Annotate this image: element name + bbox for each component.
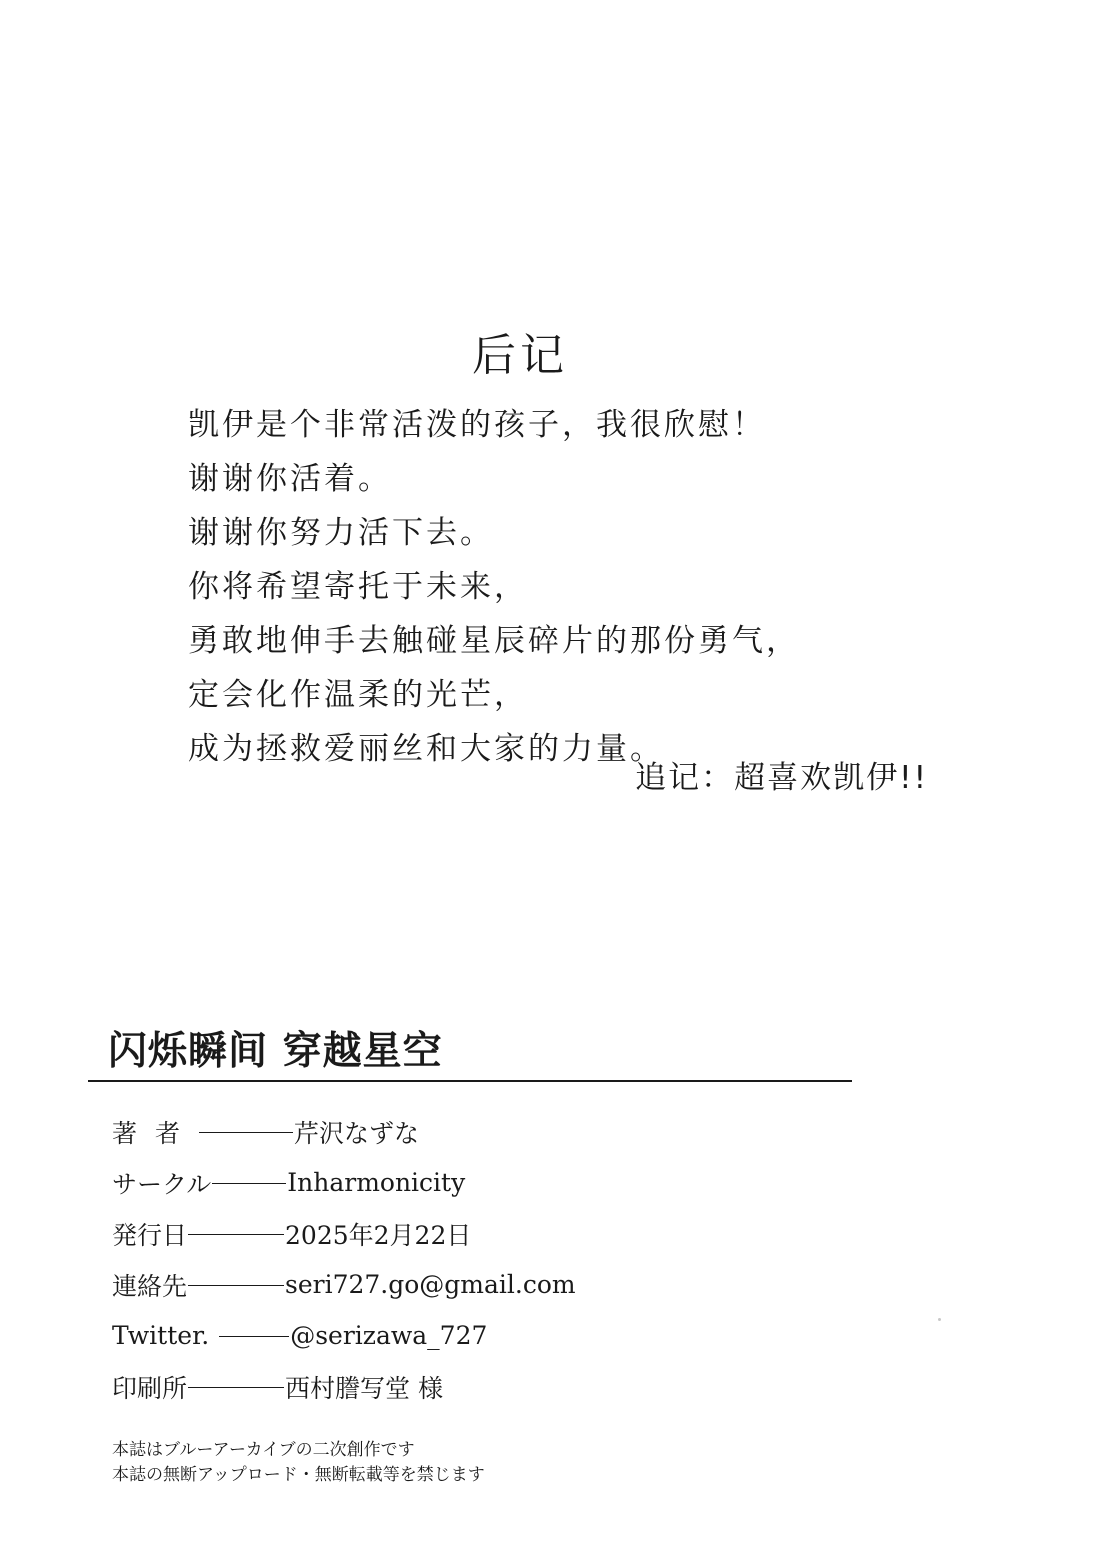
colophon-row-printer — [112, 1361, 812, 1412]
colophon-label: 著者 — [112, 1118, 199, 1148]
afterword-line: 谢谢你努力活下去。 — [188, 515, 494, 551]
afterword-line: 谢谢你活着。 — [188, 461, 392, 497]
afterword-line: 定会化作温柔的光芒， — [188, 677, 528, 713]
leader-line — [188, 1285, 284, 1286]
colophon — [112, 1106, 812, 1412]
colophon-label: 印刷所 — [112, 1373, 188, 1403]
afterword-line: 勇敢地伸手去触碰星辰碎片的那份勇气， — [188, 623, 800, 659]
title-divider — [88, 1080, 852, 1082]
leader-line — [212, 1183, 286, 1184]
colophon-value: @serizawa_727 — [290, 1321, 488, 1350]
afterword-line: 凯伊是个非常活泼的孩子，我很欣慰！ — [188, 407, 766, 443]
colophon-value: 2025年2月22日 — [285, 1220, 472, 1250]
afterword-line: 你将希望寄托于未来， — [188, 569, 528, 605]
colophon-value: 西村謄写堂 様 — [285, 1373, 443, 1403]
colophon-label: サークル — [112, 1169, 212, 1199]
leader-line — [188, 1234, 284, 1235]
colophon-label: 連絡先 — [112, 1271, 188, 1301]
leader-line — [188, 1387, 284, 1388]
afterword-line: 成为拯救爱丽丝和大家的力量。 — [188, 731, 664, 767]
colophon-row-contact — [112, 1259, 812, 1310]
postscript: 追记：超喜欢凯伊!! — [635, 760, 928, 796]
colophon-label: 発行日 — [112, 1220, 188, 1250]
book-title: 闪烁瞬间 穿越星空 — [108, 1028, 443, 1074]
afterword-title: 后记 — [472, 330, 568, 382]
colophon-value: seri727.go@gmail.com — [285, 1270, 576, 1299]
paper-speck — [938, 1318, 941, 1321]
afterword-body — [188, 398, 888, 776]
note-line: 本誌の無断アップロード・無断転載等を禁じます — [112, 1465, 485, 1485]
leader-line — [219, 1336, 289, 1337]
colophon-row-twitter — [112, 1310, 812, 1361]
colophon-value: Inharmonicity — [287, 1168, 466, 1197]
colophon-row-release-date — [112, 1208, 812, 1259]
leader-line — [199, 1132, 293, 1133]
colophon-label: Twitter. — [112, 1321, 210, 1350]
colophon-row-author — [112, 1106, 812, 1157]
notes — [112, 1438, 485, 1488]
colophon-row-circle — [112, 1157, 812, 1208]
colophon-value: 芹沢なずな — [294, 1118, 420, 1148]
note-line: 本誌はブルーアーカイブの二次創作です — [112, 1440, 415, 1460]
